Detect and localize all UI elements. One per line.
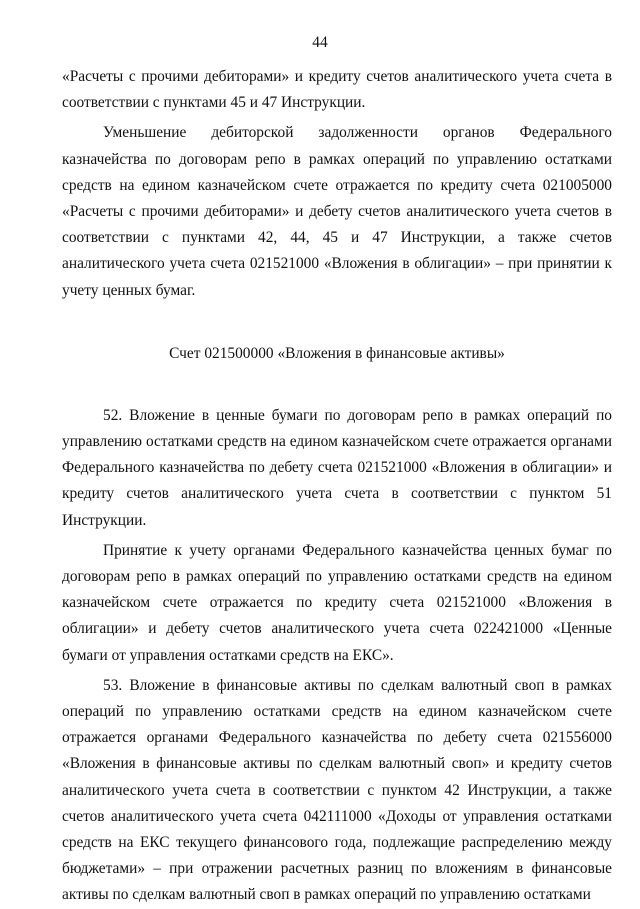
paragraph-item-52: 52. Вложение в ценные бумаги по договорам репо в рамках операций по управлению остатками средств на едином казначейском счете отражается органами Федерального казначейства по дебету счета 021521000 «Вложения в облигации» и кредиту счетов аналитического учета счета в соответствии с пунктом 51 Инструкции. [62,406,612,529]
paragraph-securities-acceptance: Принятие к учету органами Федерального казначейства ценных бумаг по договорам репо в рамках операций по управлению остатками средств на едином казначейском счете отражается по кредиту счета 021521000 «Вложения в облигации» и дебету счетов аналитического учета счета 022421000 «Ценные бумаги от управления остатками средств на ЕКС». [62,541,612,664]
section-heading: Счет 021500000 «Вложения в финансовые активы» [169,344,505,362]
page-number: 44 [312,34,328,51]
paragraph-item-53: 53. Вложение в финансовые активы по сделкам валютный своп в рамках операций по управлению остатками средств на едином казначейском счете отражается органами Федерального казначейства по дебету счета 021556000 «Вложения в финансовые активы по сделкам валютный своп» и кредиту счетов аналитического учета счета в соответствии с пунктом 42 Инструкции, а также счетов аналитического учета счета 042111000 «Доходы от управления остатками средств на ЕКС текущего финансового года, подлежащие распределению между бюджетами» – при отражении расчетных разниц по вложениям в финансовые активы по сделкам валютный своп в рамках операций по управлению остатками [62,676,612,904]
paragraph-receivables-decrease: Уменьшение дебиторской задолженности органов Федерального казначейства по договорам репо в рамках операций по управлению остатками средств на едином казначейском счете отражается по кредиту счета 021005000 «Расчеты с прочими дебиторами» и дебету счетов аналитического учета счетов в соответствии с пунктами 42, 44, 45 и 47 Инструкции, а также счетов аналитического учета счета 021521000 «Вложения в облигации» – при принятии к учету ценных бумаг. [62,124,612,299]
document-body [62,64,612,909]
paragraph-continuation: «Расчеты с прочими дебиторами» и кредиту счетов аналитического учета счета в соответствии с пунктами 45 и 47 Инструкции. [62,68,612,112]
